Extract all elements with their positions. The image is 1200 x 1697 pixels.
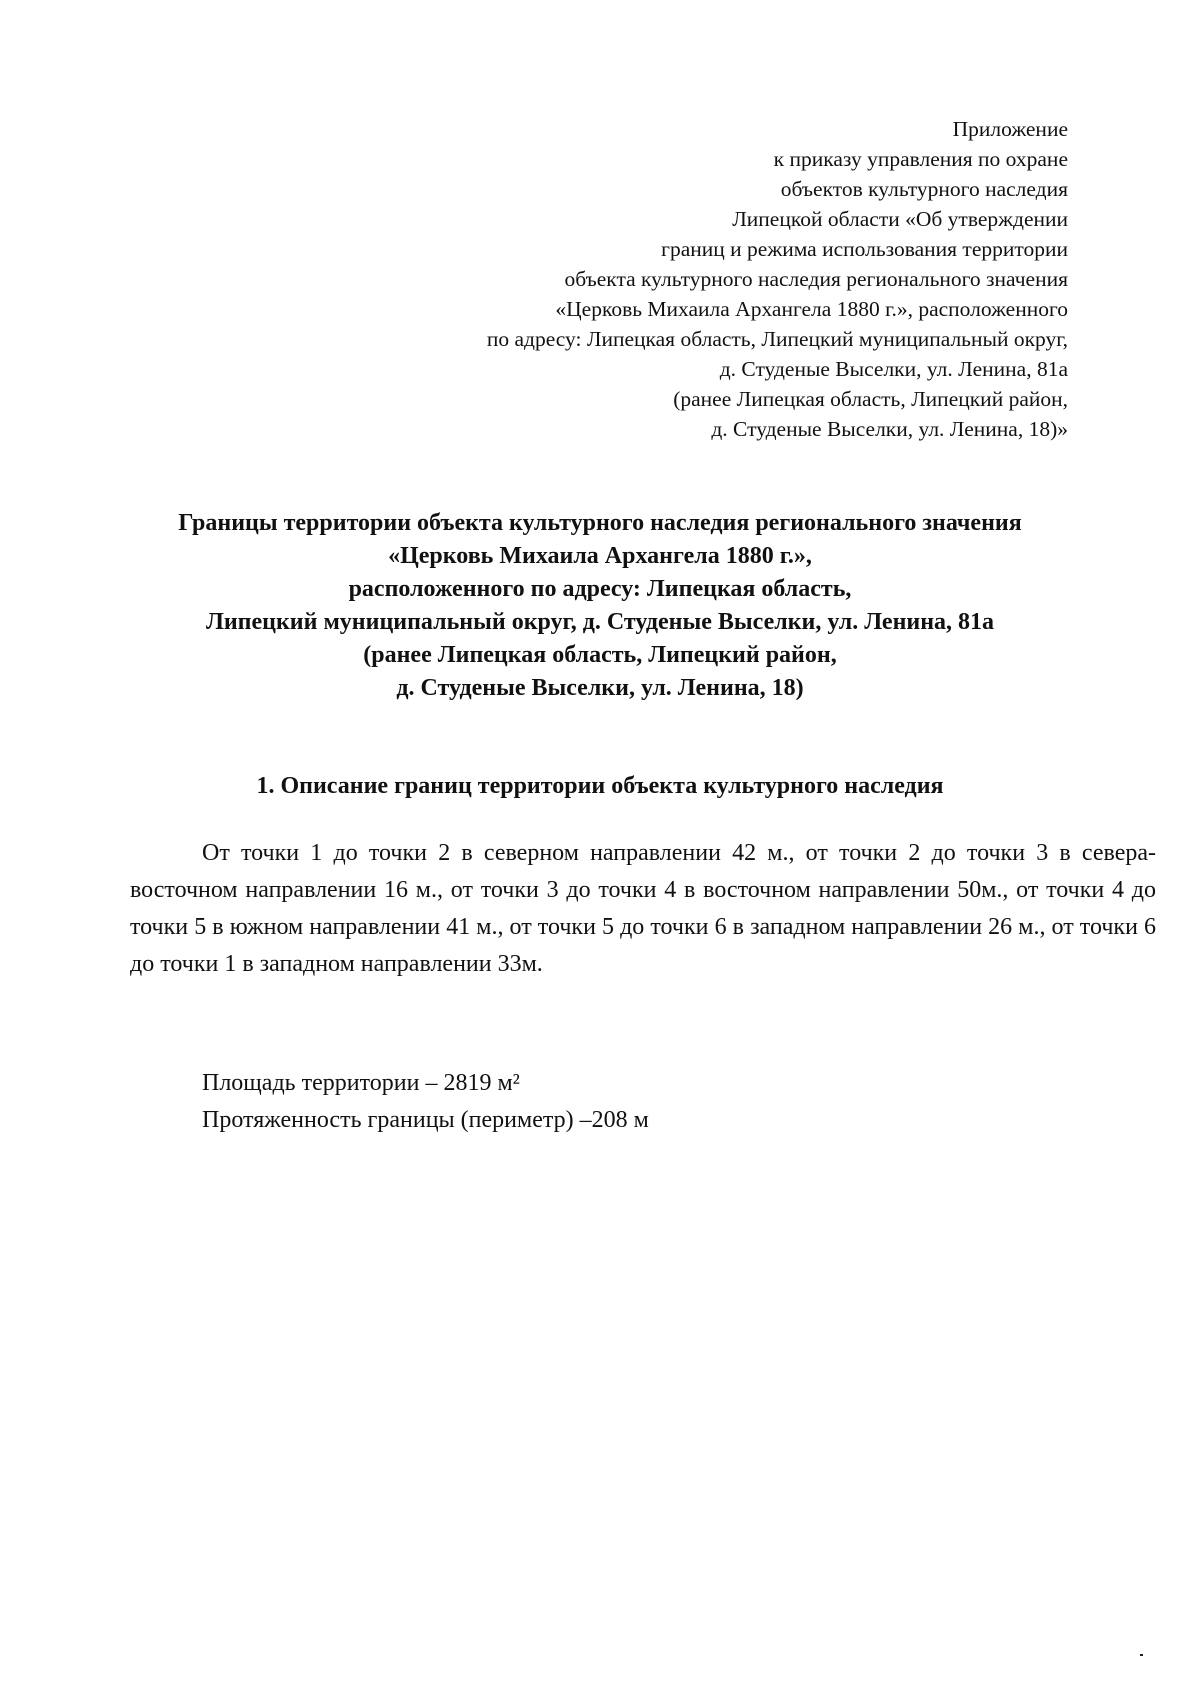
title-line: д. Студеные Выселки, ул. Ленина, 18) (396, 675, 804, 701)
appendix-line: Приложение (952, 117, 1068, 141)
scan-speck (1140, 1654, 1143, 1656)
appendix-line: Липецкой области «Об утверждении (732, 207, 1068, 231)
territory-metrics (202, 1065, 649, 1139)
appendix-line: (ранее Липецкая область, Липецкий район, (673, 387, 1068, 411)
perimeter-value: Протяженность границы (периметр) –208 м (202, 1107, 649, 1133)
section-heading: 1. Описание границ территории объекта культурного наследия (256, 773, 944, 799)
appendix-line: к приказу управления по охране (773, 147, 1068, 171)
appendix-line: объектов культурного наследия (780, 177, 1068, 201)
document-title (100, 507, 1100, 705)
appendix-line: по адресу: Липецкая область, Липецкий муниципальный округ, (486, 327, 1068, 351)
appendix-line: «Церковь Михаила Архангела 1880 г.», расположенного (555, 297, 1068, 321)
appendix-line: д. Студеные Выселки, ул. Ленина, 18)» (711, 417, 1068, 441)
title-line: (ранее Липецкая область, Липецкий район, (363, 642, 837, 668)
title-line: Границы территории объекта культурного наследия регионального значения (178, 510, 1022, 536)
title-line: расположенного по адресу: Липецкая область, (348, 576, 852, 602)
appendix-block (368, 114, 1068, 444)
appendix-line: границ и режима использования территории (661, 237, 1068, 261)
appendix-line: объекта культурного наследия регионального значения (564, 267, 1068, 291)
area-value: Площадь территории – 2819 м² (202, 1070, 520, 1096)
appendix-line: д. Студеные Выселки, ул. Ленина, 81а (719, 357, 1068, 381)
title-line: «Церковь Михаила Архангела 1880 г.», (388, 543, 812, 569)
title-line: Липецкий муниципальный округ, д. Студеные Выселки, ул. Ленина, 81а (205, 609, 995, 635)
boundary-description: От точки 1 до точки 2 в северном направлении 42 м., от точки 2 до точки 3 в севера- восточном направлении 16 м., от точки 3 до точки 4 в восточном направлении 50м., от точки 4 до точки 5 в южном направлении 41 м., от точки 5 до точки 6 в западном направлении 26 м., от точки 6 до точки 1 в западном направлении 33м. (130, 840, 1156, 977)
